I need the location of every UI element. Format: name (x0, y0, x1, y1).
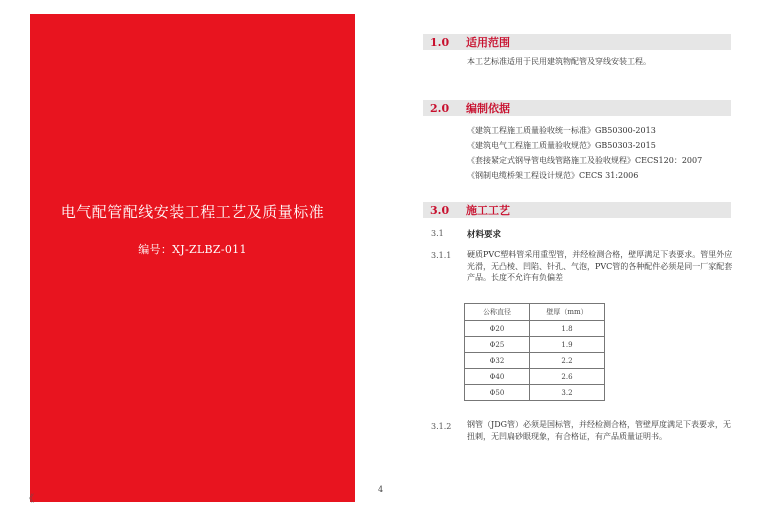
diameter-cell: Φ32 (465, 353, 530, 369)
thickness-cell: 1.9 (530, 337, 605, 353)
table-row (465, 321, 605, 337)
reference-item: 《钢制电缆桥架工程设计规范》CECS 31:2006 (467, 171, 639, 180)
table-row (465, 369, 605, 385)
diameter-cell: Φ50 (465, 385, 530, 401)
section-header-3 (423, 202, 731, 218)
page-edge-mark: 《 (24, 494, 34, 505)
section-title: 编制依据 (466, 102, 510, 115)
item-number: 3.1.2 (431, 422, 452, 431)
reference-item: 《建筑工程施工质量验收统一标准》GB50300-2013 (467, 126, 656, 135)
item-text: 钢管（JDG管）必须是国标管，并经检测合格，管壁厚度满足下表要求，无扭刺，无凹扁砂眼现象，有合格证，有产品质量证明书。 (467, 420, 732, 441)
thickness-cell: 1.8 (530, 321, 605, 337)
thickness-cell: 2.6 (530, 369, 605, 385)
section-number: 3.0 (430, 203, 450, 217)
thickness-cell: 3.2 (530, 385, 605, 401)
section-title: 适用范围 (466, 36, 510, 49)
subsection-title: 材料要求 (467, 230, 502, 240)
table-row (465, 353, 605, 369)
cover-title: 电气配管配线安装工程工艺及质量标准 (60, 203, 325, 221)
wall-thickness-table (464, 303, 605, 401)
reference-item: 《套接紧定式钢导管电线管路施工及验收规程》CECS120：2007 (467, 156, 703, 165)
diameter-cell: Φ40 (465, 369, 530, 385)
reference-item: 《建筑电气工程施工质量验收规范》GB50303-2015 (467, 141, 656, 150)
cover-page (30, 14, 355, 502)
cover-code: 编号：XJ-ZLBZ-011 (138, 243, 247, 256)
section-header-2 (423, 100, 731, 116)
thickness-cell: 2.2 (530, 353, 605, 369)
column-header: 壁厚（mm） (530, 304, 605, 321)
table-row (465, 385, 605, 401)
table-header-row (465, 304, 605, 321)
section-header-1 (423, 34, 731, 50)
section-number: 1.0 (430, 35, 450, 49)
section-number: 2.0 (430, 101, 450, 115)
table-row (465, 337, 605, 353)
item-text: 硬质PVC塑料管采用重型管，并经检测合格，壁厚满足下表要求。管里外应光滑，无凸棱、凹陷、针孔、气泡，PVC管的各种配件必须是同一厂家配套产品。长度不允许有负偏差 (467, 250, 733, 282)
page-number: 4 (378, 485, 384, 494)
scope-text: 本工艺标准适用于民用建筑物配管及穿线安装工程。 (467, 57, 651, 66)
diameter-cell: Φ25 (465, 337, 530, 353)
item-number: 3.1.1 (431, 251, 452, 260)
section-title: 施工工艺 (466, 204, 510, 217)
diameter-cell: Φ20 (465, 321, 530, 337)
column-header: 公称直径 (465, 304, 530, 321)
subsection-number: 3.1 (431, 229, 444, 238)
